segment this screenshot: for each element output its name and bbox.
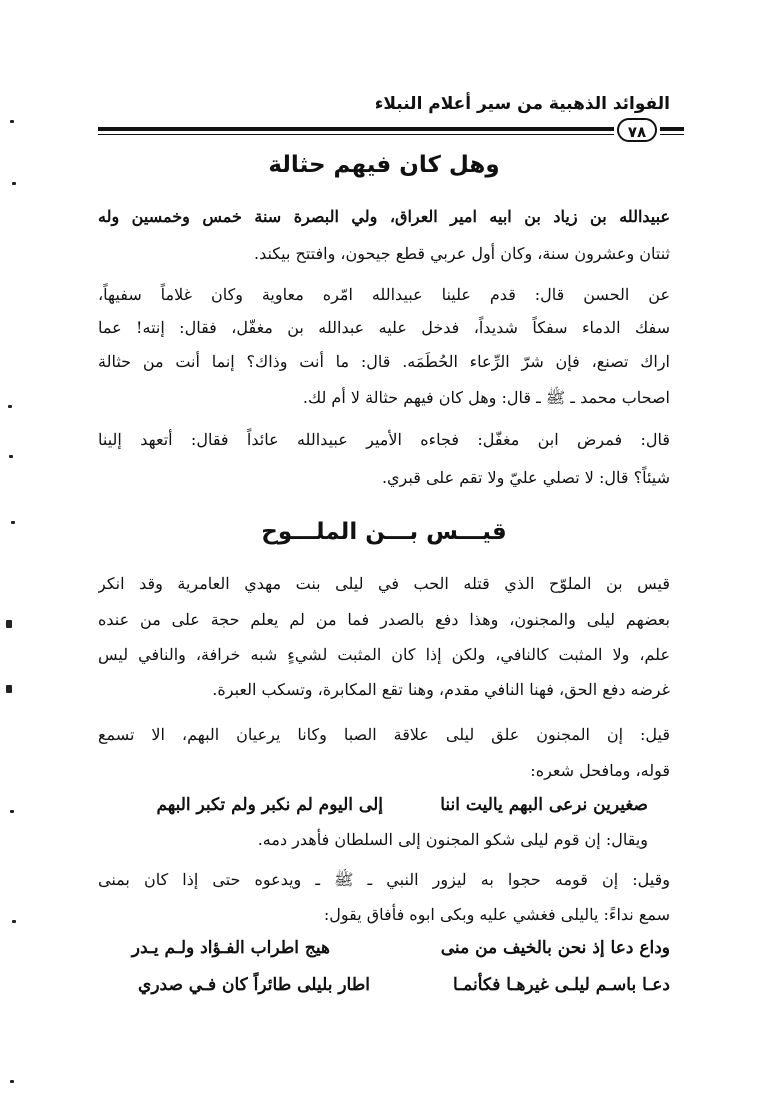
paragraph-line: بعضهم ليلى والمجنون، وهذا دفع بالصدر فما من لم يعلم حجة على من عنده xyxy=(98,610,670,629)
verse-hemistich-first: صغيرين نرعى البهم ياليت اننا xyxy=(440,795,648,815)
scan-speck xyxy=(10,1080,14,1083)
scan-speck xyxy=(11,521,15,524)
verse-hemistich-second: هيج اطراب الفـؤاد ولـم يـدر xyxy=(131,938,330,958)
scan-speck xyxy=(10,810,14,813)
paragraph-line: اصحاب محمد ـ ﷺ ـ قال: وهل كان فيهم حثالة لا أم لك. xyxy=(302,388,670,407)
paragraph-line: غرضه دفع الحق، فهنا النافي مقدم، وهنا تقع المكابرة، وتسكب العبرة. xyxy=(212,680,670,699)
section-heading-1: وهل كان فيهم حثالة xyxy=(268,152,500,178)
paragraph-line: ويقال: إن قوم ليلى شكو المجنون إلى السلطان فأهدر دمه. xyxy=(257,830,648,849)
paragraph-line: قال: فمرض ابن مغفّل: فجاءه الأمير عبيدالله عائداً فقال: أتعهد إلينا xyxy=(98,430,670,449)
header-rule-right xyxy=(660,127,684,131)
paragraph-line: اراك تصنع، فإن شرّ الرِّعاء الحُطَمَه. قال: ما أنت وذاك؟ إنما أنت من حثالة xyxy=(98,352,670,371)
running-header-title: الفوائد الذهبية من سير أعلام النبلاء xyxy=(374,94,670,114)
header-rule-thin xyxy=(98,134,614,135)
section-heading-2: قيـــس بـــن الملـــوح xyxy=(261,519,507,545)
verse-hemistich-first: دعـا باسـم ليلـى غيرهـا فكأنمـا xyxy=(452,975,670,995)
verse-hemistich-second: إلى اليوم لم نكبر ولم تكبر البهم xyxy=(156,795,383,815)
paragraph-line: قيل: إن المجنون علق ليلى علاقة الصبا وكانا يرعيان البهم، الا تسمع xyxy=(98,725,670,744)
header-rule-right-thin xyxy=(660,134,684,135)
scan-speck xyxy=(9,455,13,458)
paragraph-line: شيئاً؟ قال: لا تصلي عليّ ولا تقم على قبري. xyxy=(381,468,670,487)
scan-speck xyxy=(6,685,12,693)
verse-hemistich-first: وداع دعا إذ نحن بالخيف من منى xyxy=(440,938,670,958)
scan-speck xyxy=(6,620,12,628)
paragraph-line: سمع نداءً: ياليلى فغشي عليه وبكى ابوه فأفاق يقول: xyxy=(323,905,670,924)
header-rule xyxy=(98,127,614,131)
paragraph-line: علم، ولا المثبت كالنافي، ولكن إذا كان المثبت لشيءٍ شبه خرافة، والنافي ليس xyxy=(98,645,670,664)
paragraph-line: عن الحسن قال: قدم علينا عبيدالله امّره معاوية وكان غلاماً سفيهاً، xyxy=(98,285,670,304)
page-number: ٧٨ xyxy=(617,118,657,142)
paragraph-line: قوله، ومافحل شعره: xyxy=(530,761,670,780)
scan-speck xyxy=(12,182,16,185)
paragraph-line: ثنتان وعشرون سنة، وكان أول عربي قطع جيحون، وافتتح بيكند. xyxy=(253,244,670,263)
scan-speck xyxy=(10,120,14,123)
paragraph-line: وقيل: إن قومه حجوا به ليزور النبي ـ ﷺ ـ ويدعوه حتى إذا كان بمنى xyxy=(98,870,670,889)
paragraph-line: سفك الدماء سفكاً شديداً، فدخل عليه عبدالله بن مغفّل، فقال: إنته! عما xyxy=(98,318,670,337)
verse-hemistich-second: اطار بليلى طائراً كان فـي صدري xyxy=(138,975,370,995)
scan-speck xyxy=(8,405,12,408)
paragraph-line: قيس بن الملوّح الذي قتله الحب في ليلى بنت مهدي العامرية وقد انكر xyxy=(98,574,670,593)
paragraph-line: عبيدالله بن زياد بن ابيه امير العراق، ولي البصرة سنة خمس وخمسين وله xyxy=(98,207,670,226)
scan-speck xyxy=(12,920,16,923)
